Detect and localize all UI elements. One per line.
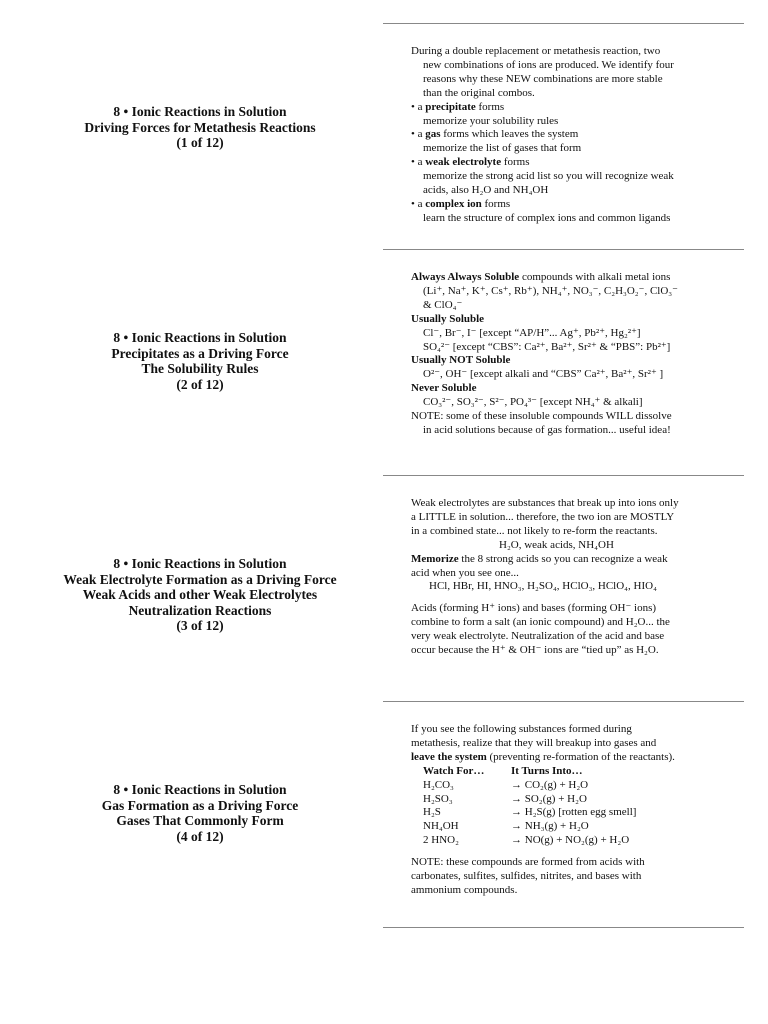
text-line: Acids (forming H⁺ ions) and bases (forming OH⁻ ions) (411, 602, 657, 615)
text-line: O²⁻, OH⁻ [except alkali and “CBS” Ca²⁺, Ba²⁺, Sr²⁺ ] (423, 368, 664, 381)
text-line: metathesis, realize that they will breakup into gases and (411, 736, 657, 749)
table-cell: → SO₂(g) + H₂O (511, 792, 587, 805)
bullet-item: • a complex ion forms (411, 197, 511, 210)
title-line: Weak Acids and other Weak Electrolytes (82, 587, 318, 602)
table-cell: → NO(g) + NO₂(g) + H₂O (511, 834, 630, 847)
table-cell: → NH₃(g) + H₂O (511, 820, 589, 833)
text-line: occur because the H⁺ & OH⁻ ions are “tied up” as H₂O. (411, 644, 659, 657)
table-cell: NH₄OH (423, 820, 459, 833)
divider-line (383, 23, 744, 24)
title-line: Gases That Commonly Form (116, 813, 284, 828)
title-line: (4 of 12) (176, 828, 224, 844)
text-line: leave the system (preventing re-formation of the reactants). (411, 750, 675, 763)
text-line: combine to form a salt (an ionic compound) and H₂O... the (411, 616, 670, 629)
card-4-title (30, 782, 370, 844)
table-cell: H₂SO₃ (423, 792, 453, 805)
note-line: ammonium compounds. (411, 883, 518, 896)
title-line: Driving Forces for Metathesis Reactions (84, 119, 316, 135)
card-3-body (411, 497, 751, 658)
bullet-item: • a weak electrolyte forms (411, 156, 530, 169)
bullet-detail: acids, also H₂O and NH₄OH (423, 184, 549, 197)
table-cell: → CO₂(g) + H₂O (511, 778, 589, 791)
bullet-detail: memorize your solubility rules (423, 114, 559, 127)
bullet-detail: memorize the strong acid list so you will recognize weak (423, 170, 674, 183)
title-line: Neutralization Reactions (128, 602, 272, 618)
note-line: in acid solutions because of gas formation... useful idea! (423, 423, 671, 436)
text-line: in a combined state... not likely to re-form the reactants. (411, 524, 658, 537)
text-line: (Li⁺, Na⁺, K⁺, Cs⁺, Rb⁺), NH₄⁺, NO₃⁻, C₂H₃O₂⁻, ClO₃⁻ (423, 284, 678, 297)
text-line: very weak electrolyte. Neutralization of the acid and base (411, 630, 665, 643)
text-line: Memorize the 8 strong acids so you can recognize a weak (411, 552, 668, 565)
text-line: reasons why these NEW combinations are more stable (423, 72, 663, 85)
section-heading: Never Soluble (411, 382, 477, 395)
table-header: Watch For… (423, 764, 485, 777)
card-3-title (30, 556, 370, 634)
bullet-detail: learn the structure of complex ions and common ligands (423, 211, 671, 224)
text-line: H₂O, weak acids, NH₄OH (499, 538, 614, 551)
table-cell: → H₂S(g) [rotten egg smell] (511, 806, 637, 819)
table-cell: H₂CO₃ (423, 778, 454, 791)
text-line: Always Always Soluble compounds with alkali metal ions (411, 271, 671, 283)
bullet-item: • a precipitate forms (411, 100, 505, 113)
note-line: carbonates, sulfites, sulfides, nitrites, and bases with (411, 870, 642, 883)
card-1-title (30, 104, 370, 151)
title-line: The Solubility Rules (141, 361, 259, 376)
card-2-body (411, 271, 751, 438)
text-line: than the original combos. (423, 86, 535, 99)
bullet-item: • a gas forms which leaves the system (411, 128, 579, 141)
text-line: acid when you see one... (411, 566, 519, 579)
divider-line (383, 927, 744, 928)
text-line: SO₄²⁻ [except “CBS”: Ca²⁺, Ba²⁺, Sr²⁺ & “PBS”: Pb²⁺] (423, 340, 671, 353)
text-line: If you see the following substances formed during (411, 723, 632, 735)
section-heading: Usually NOT Soluble (411, 354, 511, 367)
title-line: (2 of 12) (176, 376, 224, 392)
table-header: It Turns Into… (511, 764, 583, 777)
text-line: CO₃²⁻, SO₃²⁻, S²⁻, PO₄³⁻ [except NH₄⁺ & alkali] (423, 396, 643, 409)
text-line: During a double replacement or metathesis reaction, two (411, 45, 661, 57)
divider-line (383, 249, 744, 250)
gas-table (411, 765, 751, 848)
text-line: Cl⁻, Br⁻, I⁻ [except “AP/H”... Ag⁺, Pb²⁺, Hg₂²⁺] (423, 326, 641, 339)
divider-line (383, 701, 744, 702)
section-heading: Usually Soluble (411, 312, 485, 325)
note-line: NOTE: these compounds are formed from acids with (411, 856, 645, 869)
text-line: new combinations of ions are produced. We identify four (423, 58, 674, 71)
text-line: & ClO₄⁻ (423, 298, 463, 311)
card-1-body (411, 45, 751, 226)
title-line: 8 • Ionic Reactions in Solution (113, 556, 287, 571)
table-cell: H₂S (423, 806, 441, 819)
table-cell: 2 HNO₂ (423, 834, 459, 847)
strong-acids-list: HCl, HBr, HI, HNO₃, H₂SO₄, HClO₃, HClO₄, HIO₄ (429, 580, 657, 593)
title-line: (1 of 12) (176, 135, 224, 150)
card-2-title (30, 330, 370, 392)
text-line: a LITTLE in solution... therefore, the two ion are MOSTLY (411, 510, 675, 523)
title-line: 8 • Ionic Reactions in Solution (113, 330, 287, 345)
bullet-detail: memorize the list of gases that form (423, 142, 582, 155)
title-line: Precipitates as a Driving Force (111, 345, 289, 361)
card-4-body (411, 723, 751, 898)
text-line: Weak electrolytes are substances that break up into ions only (411, 497, 679, 509)
divider-line (383, 475, 744, 476)
title-line: Gas Formation as a Driving Force (101, 797, 299, 813)
title-line: 8 • Ionic Reactions in Solution (113, 104, 287, 119)
title-line: Weak Electrolyte Formation as a Driving Force (63, 571, 337, 587)
note-line: NOTE: some of these insoluble compounds WILL dissolve (411, 410, 672, 423)
title-line: 8 • Ionic Reactions in Solution (113, 782, 287, 797)
title-line: (3 of 12) (176, 618, 224, 633)
